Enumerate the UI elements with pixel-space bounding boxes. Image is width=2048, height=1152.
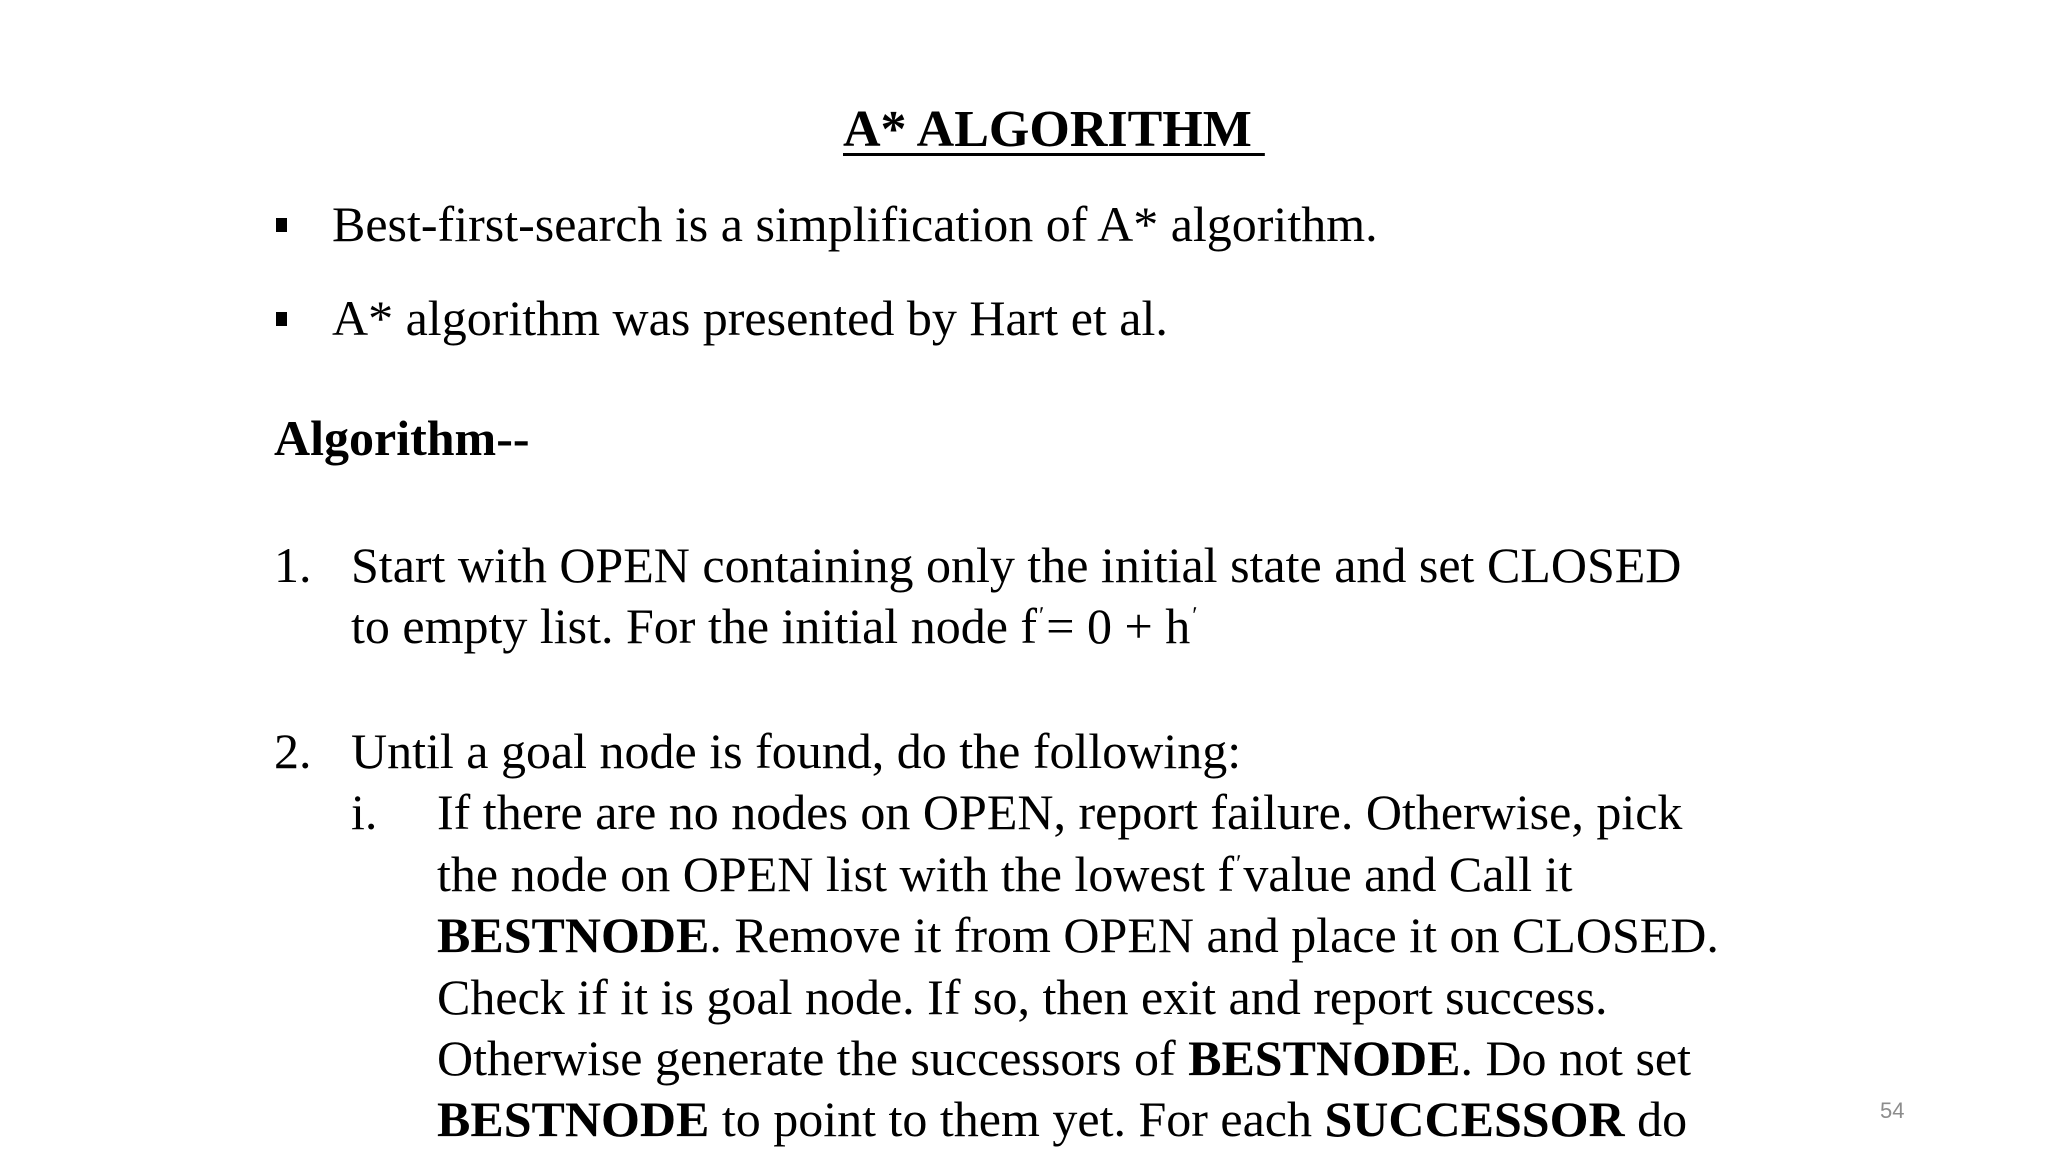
prime-mark: ʹ [1192,603,1198,629]
substep-i-line-1: If there are no nodes on OPEN, report failure. Otherwise, pick [437,784,1683,840]
prime-mark: ʹ [1039,603,1045,629]
substep-i-line-2 [437,846,1572,904]
substep-i-number: i. [351,784,378,840]
page-number: 54 [1880,1098,1905,1123]
substep-i-line-6-text-b: do [1624,1091,1688,1147]
substep-i-line-3-text: . Remove it from OPEN and place it on CLOSED. [709,907,1719,963]
bestnode-term: BESTNODE [437,907,710,963]
substep-i-line-4: Check if it is goal node. If so, then exit and report success. [437,969,1608,1025]
substep-i-line-5-text-b: . Do not set [1460,1030,1691,1086]
bullet-item-1 [276,196,1676,256]
bullet-item-2 [276,290,1676,350]
square-bullet-icon [276,218,287,232]
substep-i-line-6-text-a: to point to them yet. For each [709,1091,1325,1147]
prime-mark: ʹ [1236,851,1242,877]
substep-i-line-5 [437,1030,1691,1088]
substep-i-line-3 [437,907,1719,965]
step-2-number: 2. [274,723,312,779]
substep-i-line-2-text-a: the node on OPEN list with the lowest f [437,846,1235,902]
substep-i-line-2-text-b: value and Call it [1243,846,1573,902]
square-bullet-icon [276,312,287,326]
step-1-line-2 [351,598,1199,656]
bullet-text: A* algorithm was presented by Hart et al. [332,290,1168,346]
substep-i-line-5-text-a: Otherwise generate the successors of [437,1030,1189,1086]
successor-term: SUCCESSOR [1324,1091,1625,1147]
bestnode-term: BESTNODE [437,1091,710,1147]
step-2-line-1: Until a goal node is found, do the following: [351,723,1242,779]
step-1-line-1: Start with OPEN containing only the initial state and set CLOSED [351,537,1682,593]
bestnode-term: BESTNODE [1188,1030,1461,1086]
algorithm-heading: Algorithm-- [274,410,530,466]
substep-i-line-6 [437,1091,1687,1149]
step-1-line-2-text-a: to empty list. For the initial node f [351,598,1038,654]
slide-title: A* ALGORITHM [843,101,1265,158]
bullet-text: Best-first-search is a simplification of A* algorithm. [332,196,1378,252]
step-1-number: 1. [274,537,312,593]
step-1-line-2-text-b: = 0 + h [1046,598,1191,654]
